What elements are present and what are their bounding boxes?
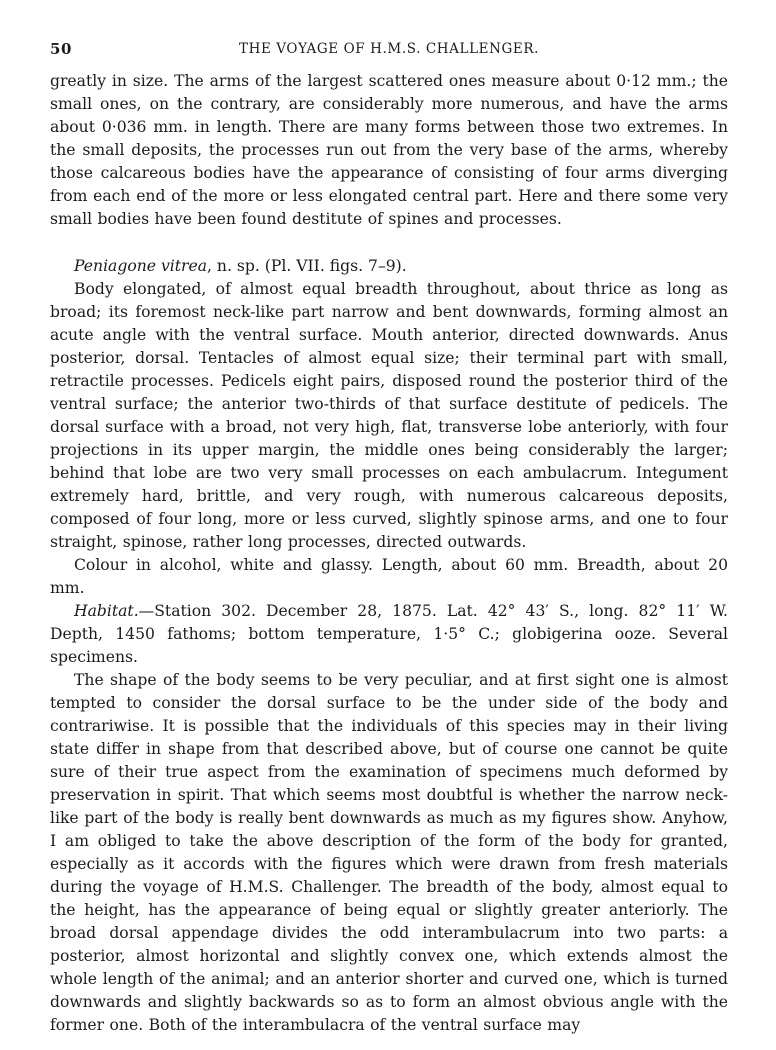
habitat-label: Habitat. [74, 602, 139, 620]
paragraph-habitat [50, 600, 728, 669]
paragraph-colour: Colour in alcohol, white and glassy. Length, about 60 mm. Breadth, about 20 mm. [50, 556, 728, 597]
species-name: Peniagone vitrea [74, 257, 207, 275]
paragraph-discussion: The shape of the body seems to be very peculiar, and at first sight one is almost tempted to consider the dorsal surface to be the under side of the body and contrariwise. It is possible that the individuals of this species may in their living state differ in shape from that described above, but of course one cannot be quite sure of their true aspect from the examination of specimens much deformed by preservation in spirit. That which seems most doubtful is whether the narrow neck-like part of the body is really bent downwards as much as my figures show. Anyhow, I am obliged to take the above description of the form of the body for granted, especially as it accords with the figures which were drawn from fresh materials during the voyage of H.M.S. Challenger. The breadth of the body, almost equal to the height, has the appearance of being equal or slightly greater anteriorly. The broad dorsal appendage divides the odd interambulacrum into two parts: a posterior, almost horizontal and slightly convex one, which extends almost the whole length of the animal; and an anterior shorter and curved one, which is turned downwards and slightly backwards so as to form an almost obvious angle with the former one. Both of the interambulacra of the ventral surface may [50, 671, 728, 1034]
paragraph-continuation: greatly in size. The arms of the largest scattered ones measure about 0·12 mm.; the small ones, on the contrary, are considerably more numerous, and have the arms about 0·036 mm. in length. There are many forms between those two extremes. In the small deposits, the processes run out from the very base of the arms, whereby those calcareous bodies have the appearance of consisting of four arms diverging from each end of the more or less elongated central part. Here and there some very small bodies have been found destitute of spines and processes. [50, 72, 728, 228]
running-title: THE VOYAGE OF H.M.S. CHALLENGER. [238, 41, 540, 57]
page-number: 50 [50, 40, 73, 58]
running-head [50, 40, 728, 70]
paragraph-description: Body elongated, of almost equal breadth throughout, about thrice as long as broad; its foremost neck-like part narrow and bent downwards, forming almost an acute angle with the ventral surface. Mouth anterior, directed downwards. Anus posterior, dorsal. Tentacles of almost equal size; their terminal part with small, retractile processes. Pedicels eight pairs, disposed round the posterior third of the ventral surface; the anterior two-thirds of that surface destitute of pedicels. The dorsal surface with a broad, not very high, flat, transverse lobe anteriorly, with four projections in its upper margin, the middle ones being considerably the larger; behind that lobe are two very small processes on each ambulacrum. Integument extremely hard, brittle, and very rough, with numerous calcareous deposits, composed of four long, more or less curved, slightly spinose arms, and one to four straight, spinose, rather long processes, directed outwards. [50, 280, 728, 551]
species-heading [50, 255, 728, 278]
page [50, 40, 728, 1037]
section-gap [50, 231, 728, 255]
habitat-text: —Station 302. December 28, 1875. Lat. 42° 43′ S., long. 82° 11′ W. Depth, 1450 fathoms; bottom temperature, 1·5° C.; globigerina ooze. Several specimens. [50, 602, 728, 666]
species-reference: , n. sp. (Pl. VII. figs. 7–9). [207, 257, 407, 275]
